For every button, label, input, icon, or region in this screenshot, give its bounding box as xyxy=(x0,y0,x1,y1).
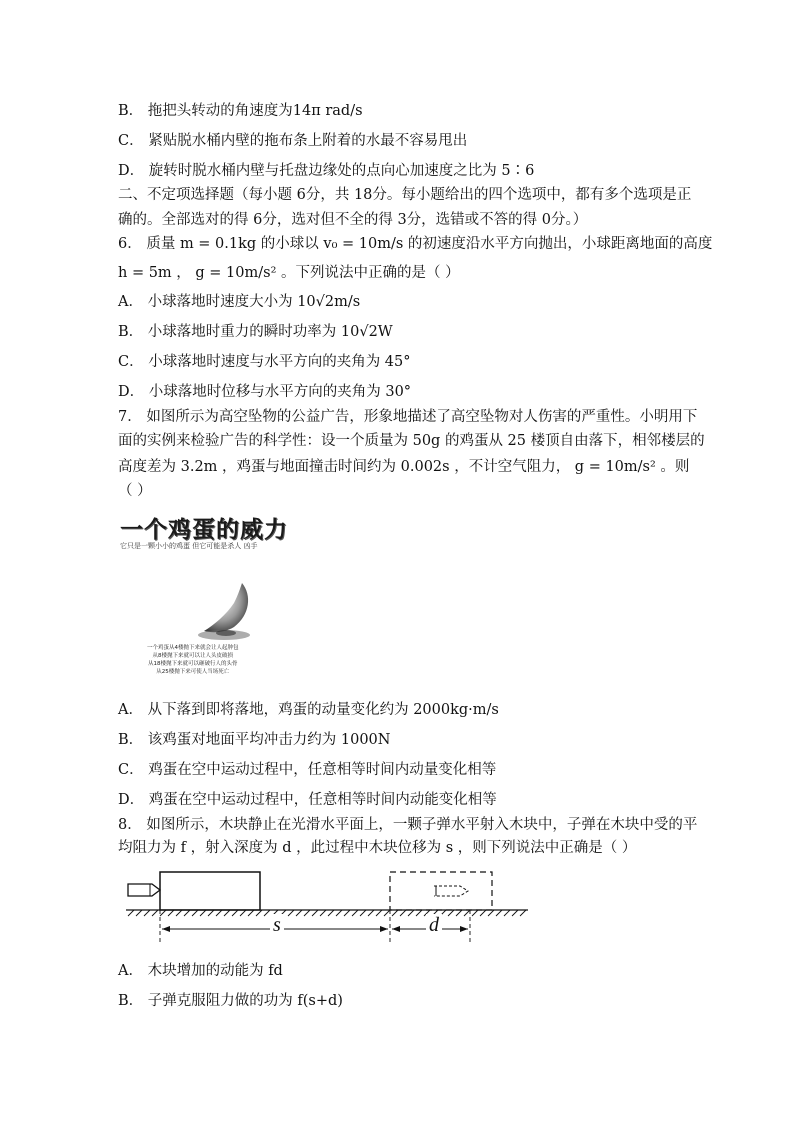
s-label: s xyxy=(270,914,284,937)
question-8-stem-line1: 8． 如图所示，木块静止在光滑水平面上，一颗子弹水平射入木块中，子弹在木块中受的平 xyxy=(118,817,698,833)
falling-egg-icon xyxy=(190,575,270,645)
question-6-stem-line1: 6． 质量 m = 0.1kg 的小球以 v₀ = 10m/s 的初速度沿水平方向抛出，小球距离地面的高度 xyxy=(118,236,713,252)
d-label: d xyxy=(426,914,442,937)
block-bullet-diagram xyxy=(120,866,540,946)
q7-option-d: D． 鸡蛋在空中运动过程中，任意相等时间内动能变化相等 xyxy=(118,792,497,808)
option-6d-line: D． 旋转时脱水桶内壁与托盘边缘处的点向心加速度之比为 5∶6 xyxy=(118,163,535,179)
question-7-stem-line1: 7． 如图所示为高空坠物的公益广告，形象地描述了高空坠物对人伤害的严重性。小明用下 xyxy=(118,409,698,425)
poster-title: 一个鸡蛋的威力 xyxy=(120,517,288,543)
poster-body: 一个鸡蛋从4楼抛下来就会让人起肿包 从8楼抛下来就可以让人头皮破损 从18楼抛下来就可以砸破行人的头骨 从25楼抛下来可使人当场死亡 xyxy=(147,645,239,675)
q7-option-b: B． 该鸡蛋对地面平均冲击力约为 1000N xyxy=(118,732,391,748)
question-7-stem-line3: 高度差为 3.2m ，鸡蛋与地面撞击时间约为 0.002s ，不计空气阻力， g = 10m/s² 。则 xyxy=(118,459,690,475)
poster-subtitle: 它只是一颗小小的鸡蛋 但它可能是杀人 凶手 xyxy=(120,542,258,550)
q6-option-c: C． 小球落地时速度与水平方向的夹角为 45° xyxy=(118,354,411,370)
option-6c-line: C． 紧贴脱水桶内壁的拖布条上附着的水最不容易甩出 xyxy=(118,133,468,149)
section-heading-line2: 确的。全部选对的得 6分，选对但不全的得 3分，选错或不答的得 0分。） xyxy=(118,212,588,228)
block-initial xyxy=(160,872,260,910)
section-heading-line1: 二、不定项选择题（每小题 6分，共 18分。每小题给出的四个选项中，都有多个选项是正 xyxy=(118,187,692,203)
question-6-stem-line2: h = 5m ， g = 10m/s² 。下列说法中正确的是（ ） xyxy=(118,265,460,281)
q6-option-d: D． 小球落地时位移与水平方向的夹角为 30° xyxy=(118,384,412,400)
q8-option-b: B． 子弹克服阻力做的功为 f(s+d) xyxy=(118,993,343,1009)
q7-option-a: A． 从下落到即将落地，鸡蛋的动量变化约为 2000kg·m/s xyxy=(118,702,499,718)
q8-option-a: A． 木块增加的动能为 fd xyxy=(118,963,283,979)
question-7-stem-line4: （ ） xyxy=(118,483,152,499)
bullet-icon xyxy=(128,884,160,896)
option-6b-line: B． 拖把头转动的角速度为14π rad/s xyxy=(118,103,363,119)
block-final xyxy=(390,872,492,910)
question-8-stem-line2: 均阻力为 f ，射入深度为 d ，此过程中木块位移为 s ，则下列说法中正确是（ ） xyxy=(118,840,637,856)
q7-option-c: C． 鸡蛋在空中运动过程中，任意相等时间内动量变化相等 xyxy=(118,762,497,778)
embedded-bullet-icon xyxy=(434,886,468,896)
q6-option-a: A． 小球落地时速度大小为 10√2m/s xyxy=(118,294,361,310)
question-7-stem-line2: 面的实例来检验广告的科学性：设一个质量为 50g 的鸡蛋从 25 楼顶自由落下，相邻楼层的 xyxy=(118,433,705,449)
q6-option-b: B． 小球落地时重力的瞬时功率为 10√2W xyxy=(118,324,393,340)
